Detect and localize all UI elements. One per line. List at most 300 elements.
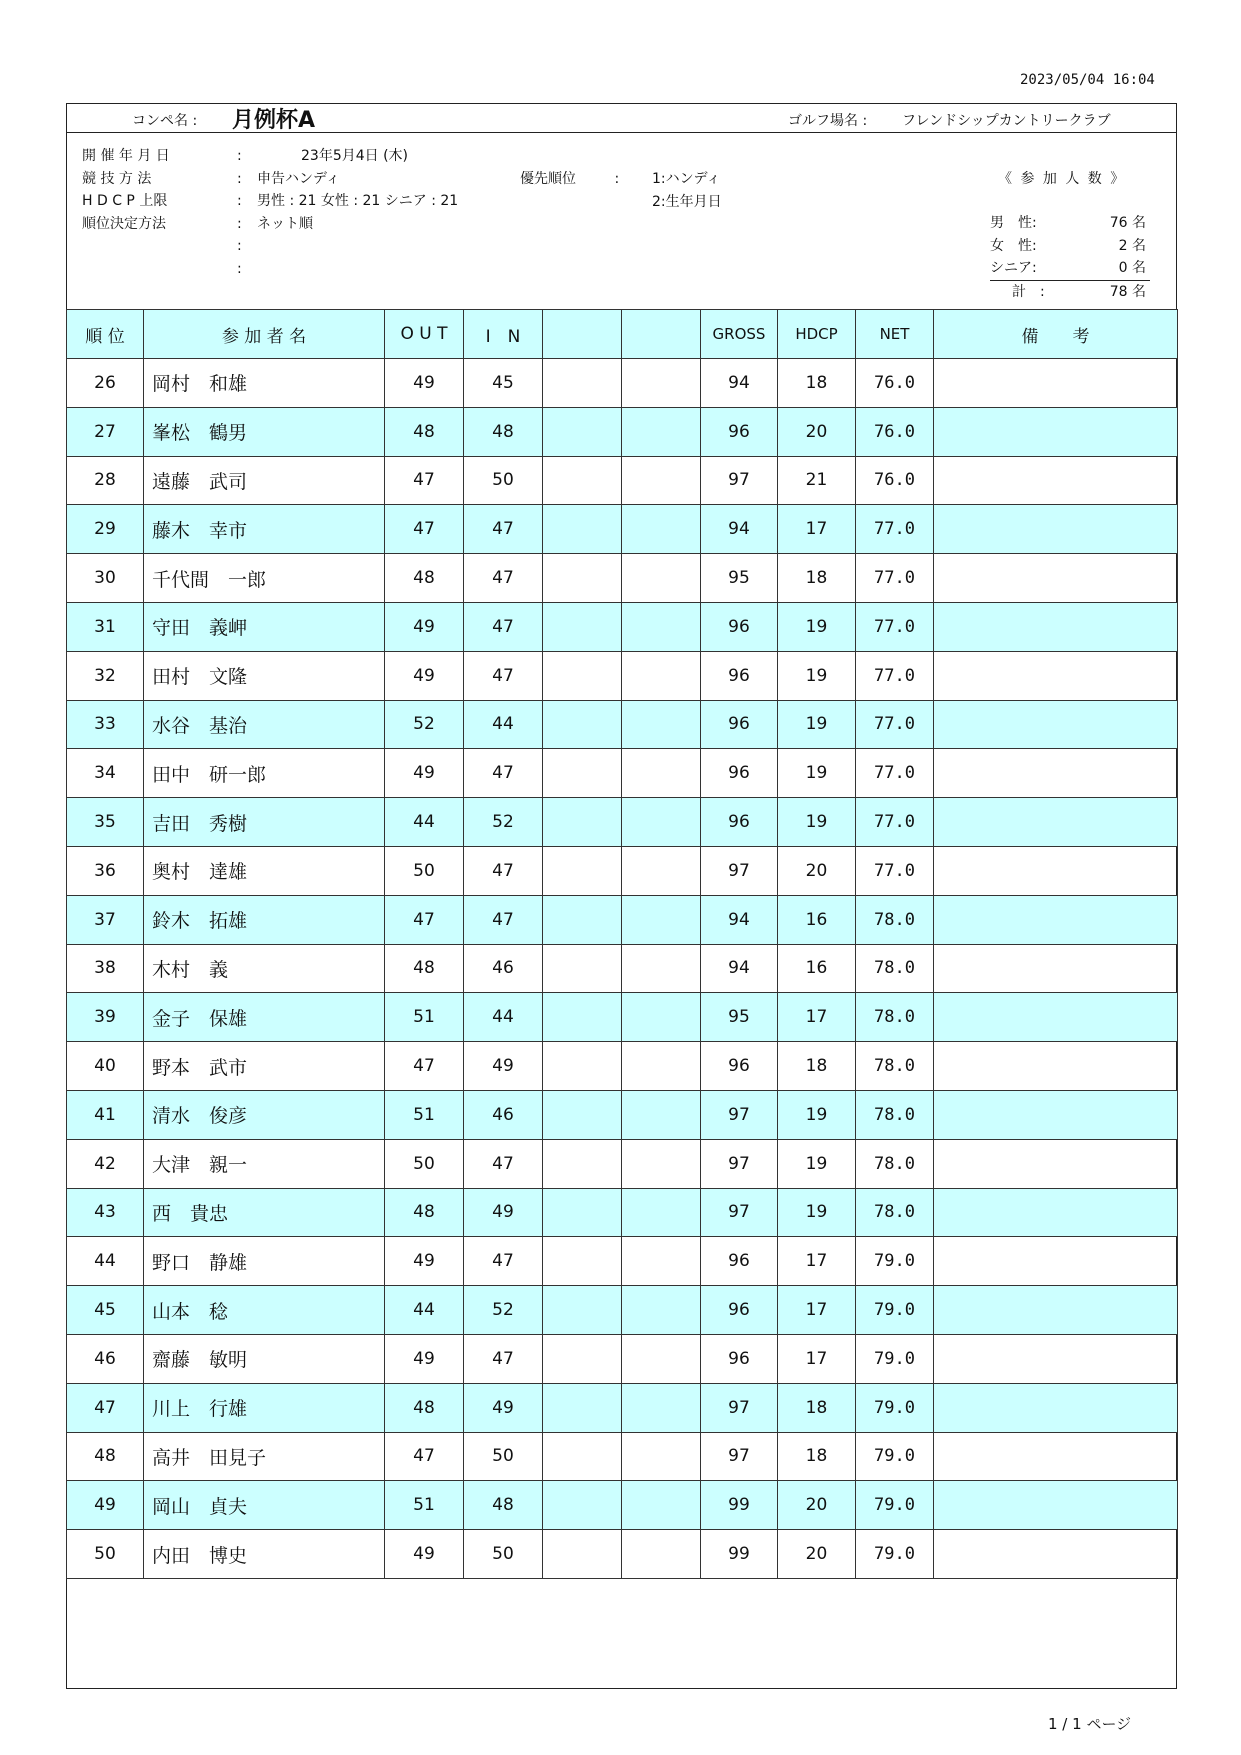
- info-colon: :: [237, 238, 242, 254]
- table-row: [67, 1530, 1178, 1579]
- gross-cell: 96: [701, 1286, 778, 1335]
- net-cell: 77.0: [856, 602, 934, 651]
- info-label-blank1: [82, 235, 227, 258]
- priority-values: [652, 168, 722, 213]
- note-cell: [934, 651, 1178, 700]
- net-cell: 78.0: [856, 1188, 934, 1237]
- in-cell: 47: [464, 602, 543, 651]
- blank-cell: [622, 1090, 701, 1139]
- rank-cell: 43: [67, 1188, 144, 1237]
- header-notes: 備 考: [934, 310, 1178, 359]
- blank-cell: [622, 1188, 701, 1237]
- net-cell: 79.0: [856, 1334, 934, 1383]
- header-hdcp: HDCP: [778, 310, 856, 359]
- blank-cell: [543, 846, 622, 895]
- info-label-ranking: 順位決定方法: [82, 215, 166, 232]
- priority-label-group: [520, 168, 619, 191]
- hdcp-cell: 17: [778, 1334, 856, 1383]
- net-cell: 79.0: [856, 1237, 934, 1286]
- rank-cell: 40: [67, 1042, 144, 1091]
- note-cell: [934, 1139, 1178, 1188]
- out-cell: 47: [385, 1432, 464, 1481]
- hdcp-cell: 18: [778, 1432, 856, 1481]
- name-cell: 清水 俊彦: [144, 1090, 385, 1139]
- out-cell: 47: [385, 1042, 464, 1091]
- hdcp-cell: 18: [778, 554, 856, 603]
- blank-cell: [543, 359, 622, 408]
- out-cell: 49: [385, 749, 464, 798]
- table-row: [67, 602, 1178, 651]
- note-cell: [934, 1334, 1178, 1383]
- note-cell: [934, 993, 1178, 1042]
- blank-cell: [622, 700, 701, 749]
- net-cell: 77.0: [856, 798, 934, 847]
- net-cell: 76.0: [856, 407, 934, 456]
- blank-cell: [622, 1286, 701, 1335]
- gross-cell: 97: [701, 456, 778, 505]
- hdcp-cell: 20: [778, 846, 856, 895]
- rank-cell: 44: [67, 1237, 144, 1286]
- net-cell: 78.0: [856, 944, 934, 993]
- gross-cell: 96: [701, 798, 778, 847]
- hdcp-cell: 19: [778, 700, 856, 749]
- hdcp-cell: 19: [778, 749, 856, 798]
- blank-cell: [543, 993, 622, 1042]
- count-male-label: 男 性:: [990, 215, 1037, 231]
- net-cell: 77.0: [856, 700, 934, 749]
- info-value-hdcp: 男性 : 21 女性 : 21 シニア : 21: [257, 193, 459, 209]
- name-cell: 大津 親一: [144, 1139, 385, 1188]
- info-colon: :: [237, 193, 242, 209]
- info-labels: [82, 145, 227, 280]
- hdcp-cell: 17: [778, 505, 856, 554]
- hdcp-cell: 19: [778, 798, 856, 847]
- table-row: [67, 1383, 1178, 1432]
- name-cell: 山本 稔: [144, 1286, 385, 1335]
- count-male-value: 76 名: [1109, 215, 1146, 231]
- out-cell: 50: [385, 1139, 464, 1188]
- gross-cell: 96: [701, 602, 778, 651]
- gross-cell: 94: [701, 505, 778, 554]
- gross-cell: 97: [701, 846, 778, 895]
- priority-label: 優先順位: [520, 171, 576, 187]
- in-cell: 47: [464, 554, 543, 603]
- in-cell: 46: [464, 1090, 543, 1139]
- results-body: [67, 359, 1178, 1579]
- note-cell: [934, 1237, 1178, 1286]
- name-cell: 吉田 秀樹: [144, 798, 385, 847]
- table-row: [67, 993, 1178, 1042]
- out-cell: 49: [385, 651, 464, 700]
- rank-cell: 37: [67, 895, 144, 944]
- net-cell: 76.0: [856, 456, 934, 505]
- table-row: [67, 1139, 1178, 1188]
- table-header-row: [67, 310, 1178, 359]
- hdcp-cell: 20: [778, 407, 856, 456]
- priority-1: 1:ハンディ: [652, 171, 721, 187]
- in-cell: 47: [464, 1139, 543, 1188]
- blank-cell: [622, 602, 701, 651]
- note-cell: [934, 846, 1178, 895]
- gross-cell: 96: [701, 407, 778, 456]
- blank-cell: [622, 1042, 701, 1091]
- net-cell: 77.0: [856, 846, 934, 895]
- net-cell: 78.0: [856, 895, 934, 944]
- rank-cell: 34: [67, 749, 144, 798]
- rank-cell: 35: [67, 798, 144, 847]
- blank-cell: [543, 1139, 622, 1188]
- info-label-date: 開 催 年 月 日: [82, 148, 170, 164]
- out-cell: 49: [385, 1237, 464, 1286]
- info-label-hdcp: H D C P 上限: [82, 193, 168, 209]
- note-cell: [934, 602, 1178, 651]
- header-blank-2: [622, 310, 701, 359]
- net-cell: 78.0: [856, 1139, 934, 1188]
- table-row: [67, 505, 1178, 554]
- out-cell: 47: [385, 895, 464, 944]
- hdcp-cell: 20: [778, 1530, 856, 1579]
- gross-cell: 94: [701, 359, 778, 408]
- note-cell: [934, 798, 1178, 847]
- blank-cell: [543, 1188, 622, 1237]
- info-values: [257, 145, 517, 235]
- net-cell: 78.0: [856, 993, 934, 1042]
- in-cell: 49: [464, 1042, 543, 1091]
- note-cell: [934, 505, 1178, 554]
- hdcp-cell: 19: [778, 1188, 856, 1237]
- in-cell: 47: [464, 1334, 543, 1383]
- blank-cell: [622, 1237, 701, 1286]
- name-cell: 遠藤 武司: [144, 456, 385, 505]
- count-senior-value: 0 名: [1118, 260, 1146, 276]
- note-cell: [934, 944, 1178, 993]
- info-value-ranking: ネット順: [257, 215, 313, 232]
- name-cell: 川上 行雄: [144, 1383, 385, 1432]
- count-total-value: 78 名: [1109, 283, 1146, 300]
- name-cell: 金子 保雄: [144, 993, 385, 1042]
- name-cell: 守田 義岬: [144, 602, 385, 651]
- name-cell: 水谷 基治: [144, 700, 385, 749]
- header-name: 参 加 者 名: [144, 310, 385, 359]
- blank-cell: [622, 554, 701, 603]
- info-colon: :: [237, 260, 242, 277]
- net-cell: 79.0: [856, 1383, 934, 1432]
- name-cell: 千代間 一郎: [144, 554, 385, 603]
- priority-2: 2:生年月日: [652, 193, 722, 210]
- header-gross: GROSS: [701, 310, 778, 359]
- table-row: [67, 798, 1178, 847]
- blank-cell: [543, 1334, 622, 1383]
- blank-cell: [543, 456, 622, 505]
- hdcp-cell: 16: [778, 895, 856, 944]
- in-cell: 47: [464, 505, 543, 554]
- net-cell: 79.0: [856, 1530, 934, 1579]
- out-cell: 47: [385, 456, 464, 505]
- blank-cell: [622, 456, 701, 505]
- in-cell: 47: [464, 1237, 543, 1286]
- table-row: [67, 651, 1178, 700]
- print-timestamp: 2023/05/04 16:04: [1020, 72, 1155, 88]
- blank-cell: [622, 944, 701, 993]
- rank-cell: 48: [67, 1432, 144, 1481]
- table-row: [67, 1432, 1178, 1481]
- net-cell: 79.0: [856, 1432, 934, 1481]
- in-cell: 47: [464, 749, 543, 798]
- table-row: [67, 359, 1178, 408]
- count-female-value: 2 名: [1118, 237, 1146, 254]
- table-row: [67, 1237, 1178, 1286]
- name-cell: 田村 文隆: [144, 651, 385, 700]
- hdcp-cell: 18: [778, 359, 856, 408]
- in-cell: 44: [464, 993, 543, 1042]
- gross-cell: 96: [701, 1334, 778, 1383]
- in-cell: 47: [464, 846, 543, 895]
- gross-cell: 97: [701, 1139, 778, 1188]
- blank-cell: [543, 1383, 622, 1432]
- table-row: [67, 1042, 1178, 1091]
- net-cell: 77.0: [856, 749, 934, 798]
- note-cell: [934, 1286, 1178, 1335]
- blank-cell: [543, 407, 622, 456]
- rank-cell: 41: [67, 1090, 144, 1139]
- out-cell: 48: [385, 407, 464, 456]
- gross-cell: 97: [701, 1383, 778, 1432]
- out-cell: 47: [385, 505, 464, 554]
- priority-colon: :: [614, 171, 620, 187]
- blank-cell: [622, 1481, 701, 1530]
- note-cell: [934, 1090, 1178, 1139]
- out-cell: 50: [385, 846, 464, 895]
- note-cell: [934, 359, 1178, 408]
- info-value-date: 23年5月4日 (木): [301, 148, 409, 164]
- out-cell: 44: [385, 1286, 464, 1335]
- rank-cell: 36: [67, 846, 144, 895]
- blank-cell: [543, 505, 622, 554]
- out-cell: 52: [385, 700, 464, 749]
- competition-name: 月例杯A: [232, 108, 316, 133]
- in-cell: 50: [464, 456, 543, 505]
- hdcp-cell: 21: [778, 456, 856, 505]
- name-cell: 野本 武市: [144, 1042, 385, 1091]
- info-colon: :: [237, 170, 242, 187]
- rank-cell: 42: [67, 1139, 144, 1188]
- participants-count: [990, 212, 1150, 303]
- net-cell: 79.0: [856, 1481, 934, 1530]
- net-cell: 77.0: [856, 505, 934, 554]
- table-row: [67, 846, 1178, 895]
- name-cell: 木村 義: [144, 944, 385, 993]
- blank-cell: [543, 944, 622, 993]
- results-table: [66, 309, 1178, 1579]
- hdcp-cell: 19: [778, 651, 856, 700]
- in-cell: 52: [464, 1286, 543, 1335]
- blank-cell: [622, 1383, 701, 1432]
- in-cell: 50: [464, 1530, 543, 1579]
- out-cell: 51: [385, 1090, 464, 1139]
- gross-cell: 95: [701, 993, 778, 1042]
- net-cell: 77.0: [856, 651, 934, 700]
- participants-title: 《 参 加 人 数 》: [998, 171, 1127, 187]
- in-cell: 52: [464, 798, 543, 847]
- name-cell: 内田 博史: [144, 1530, 385, 1579]
- out-cell: 49: [385, 359, 464, 408]
- info-colons: [237, 145, 249, 280]
- table-row: [67, 1286, 1178, 1335]
- count-male: [990, 212, 1150, 235]
- note-cell: [934, 554, 1178, 603]
- table-row: [67, 554, 1178, 603]
- note-cell: [934, 1188, 1178, 1237]
- net-cell: 79.0: [856, 1286, 934, 1335]
- blank-cell: [543, 651, 622, 700]
- note-cell: [934, 1042, 1178, 1091]
- course-name: フレンドシップカントリークラブ: [902, 113, 1111, 129]
- table-row: [67, 1481, 1178, 1530]
- table-row: [67, 1090, 1178, 1139]
- name-cell: 峯松 鶴男: [144, 407, 385, 456]
- rank-cell: 28: [67, 456, 144, 505]
- info-colon: :: [237, 148, 242, 164]
- gross-cell: 95: [701, 554, 778, 603]
- hdcp-cell: 19: [778, 1139, 856, 1188]
- net-cell: 76.0: [856, 359, 934, 408]
- gross-cell: 94: [701, 944, 778, 993]
- hdcp-cell: 20: [778, 1481, 856, 1530]
- blank-cell: [622, 505, 701, 554]
- blank-cell: [622, 1530, 701, 1579]
- info-label-blank2: [82, 258, 227, 281]
- gross-cell: 97: [701, 1188, 778, 1237]
- out-cell: 49: [385, 1530, 464, 1579]
- rank-cell: 39: [67, 993, 144, 1042]
- rank-cell: 31: [67, 602, 144, 651]
- out-cell: 48: [385, 944, 464, 993]
- note-cell: [934, 1383, 1178, 1432]
- rank-cell: 47: [67, 1383, 144, 1432]
- note-cell: [934, 1432, 1178, 1481]
- note-cell: [934, 700, 1178, 749]
- name-cell: 田中 研一郎: [144, 749, 385, 798]
- rank-cell: 29: [67, 505, 144, 554]
- gross-cell: 97: [701, 1432, 778, 1481]
- in-cell: 47: [464, 651, 543, 700]
- in-cell: 45: [464, 359, 543, 408]
- header-out: O U T: [385, 310, 464, 359]
- blank-cell: [543, 1286, 622, 1335]
- hdcp-cell: 17: [778, 1286, 856, 1335]
- rank-cell: 49: [67, 1481, 144, 1530]
- name-cell: 岡山 貞夫: [144, 1481, 385, 1530]
- table-row: [67, 944, 1178, 993]
- name-cell: 西 貴忠: [144, 1188, 385, 1237]
- gross-cell: 96: [701, 651, 778, 700]
- out-cell: 49: [385, 602, 464, 651]
- blank-cell: [622, 1432, 701, 1481]
- table-row: [67, 1188, 1178, 1237]
- out-cell: 51: [385, 993, 464, 1042]
- count-total: [990, 281, 1150, 304]
- header-rank: 順 位: [67, 310, 144, 359]
- rank-cell: 32: [67, 651, 144, 700]
- hdcp-cell: 19: [778, 1090, 856, 1139]
- table-row: [67, 895, 1178, 944]
- blank-cell: [622, 895, 701, 944]
- note-cell: [934, 456, 1178, 505]
- in-cell: 50: [464, 1432, 543, 1481]
- rank-cell: 45: [67, 1286, 144, 1335]
- count-senior: [990, 257, 1150, 281]
- blank-cell: [543, 554, 622, 603]
- rank-cell: 30: [67, 554, 144, 603]
- blank-cell: [543, 798, 622, 847]
- out-cell: 48: [385, 1188, 464, 1237]
- blank-cell: [543, 602, 622, 651]
- blank-cell: [622, 359, 701, 408]
- table-row: [67, 407, 1178, 456]
- note-cell: [934, 749, 1178, 798]
- in-cell: 47: [464, 895, 543, 944]
- hdcp-cell: 17: [778, 993, 856, 1042]
- name-cell: 野口 静雄: [144, 1237, 385, 1286]
- name-cell: 奥村 達雄: [144, 846, 385, 895]
- table-row: [67, 700, 1178, 749]
- note-cell: [934, 1530, 1178, 1579]
- in-cell: 46: [464, 944, 543, 993]
- hdcp-cell: 18: [778, 1383, 856, 1432]
- note-cell: [934, 407, 1178, 456]
- hdcp-cell: 18: [778, 1042, 856, 1091]
- blank-cell: [543, 700, 622, 749]
- note-cell: [934, 895, 1178, 944]
- count-female: [990, 235, 1150, 258]
- count-total-label: 計 :: [1012, 283, 1045, 300]
- header-in: I N: [464, 310, 543, 359]
- blank-cell: [622, 1139, 701, 1188]
- blank-cell: [622, 798, 701, 847]
- blank-cell: [543, 1481, 622, 1530]
- hdcp-cell: 17: [778, 1237, 856, 1286]
- header-net: NET: [856, 310, 934, 359]
- note-cell: [934, 1481, 1178, 1530]
- blank-cell: [543, 1042, 622, 1091]
- gross-cell: 99: [701, 1530, 778, 1579]
- table-row: [67, 456, 1178, 505]
- hdcp-cell: 16: [778, 944, 856, 993]
- blank-cell: [622, 993, 701, 1042]
- count-female-label: 女 性:: [990, 237, 1037, 254]
- blank-cell: [543, 749, 622, 798]
- gross-cell: 96: [701, 749, 778, 798]
- info-colon: :: [237, 215, 242, 232]
- in-cell: 48: [464, 1481, 543, 1530]
- blank-cell: [543, 1237, 622, 1286]
- net-cell: 77.0: [856, 554, 934, 603]
- in-cell: 48: [464, 407, 543, 456]
- name-cell: 岡村 和雄: [144, 359, 385, 408]
- rank-cell: 50: [67, 1530, 144, 1579]
- out-cell: 44: [385, 798, 464, 847]
- in-cell: 44: [464, 700, 543, 749]
- rank-cell: 27: [67, 407, 144, 456]
- out-cell: 48: [385, 1383, 464, 1432]
- out-cell: 49: [385, 1334, 464, 1383]
- name-cell: 齋藤 敏明: [144, 1334, 385, 1383]
- blank-cell: [543, 1432, 622, 1481]
- blank-cell: [622, 846, 701, 895]
- blank-cell: [543, 1530, 622, 1579]
- rank-cell: 33: [67, 700, 144, 749]
- blank-cell: [622, 651, 701, 700]
